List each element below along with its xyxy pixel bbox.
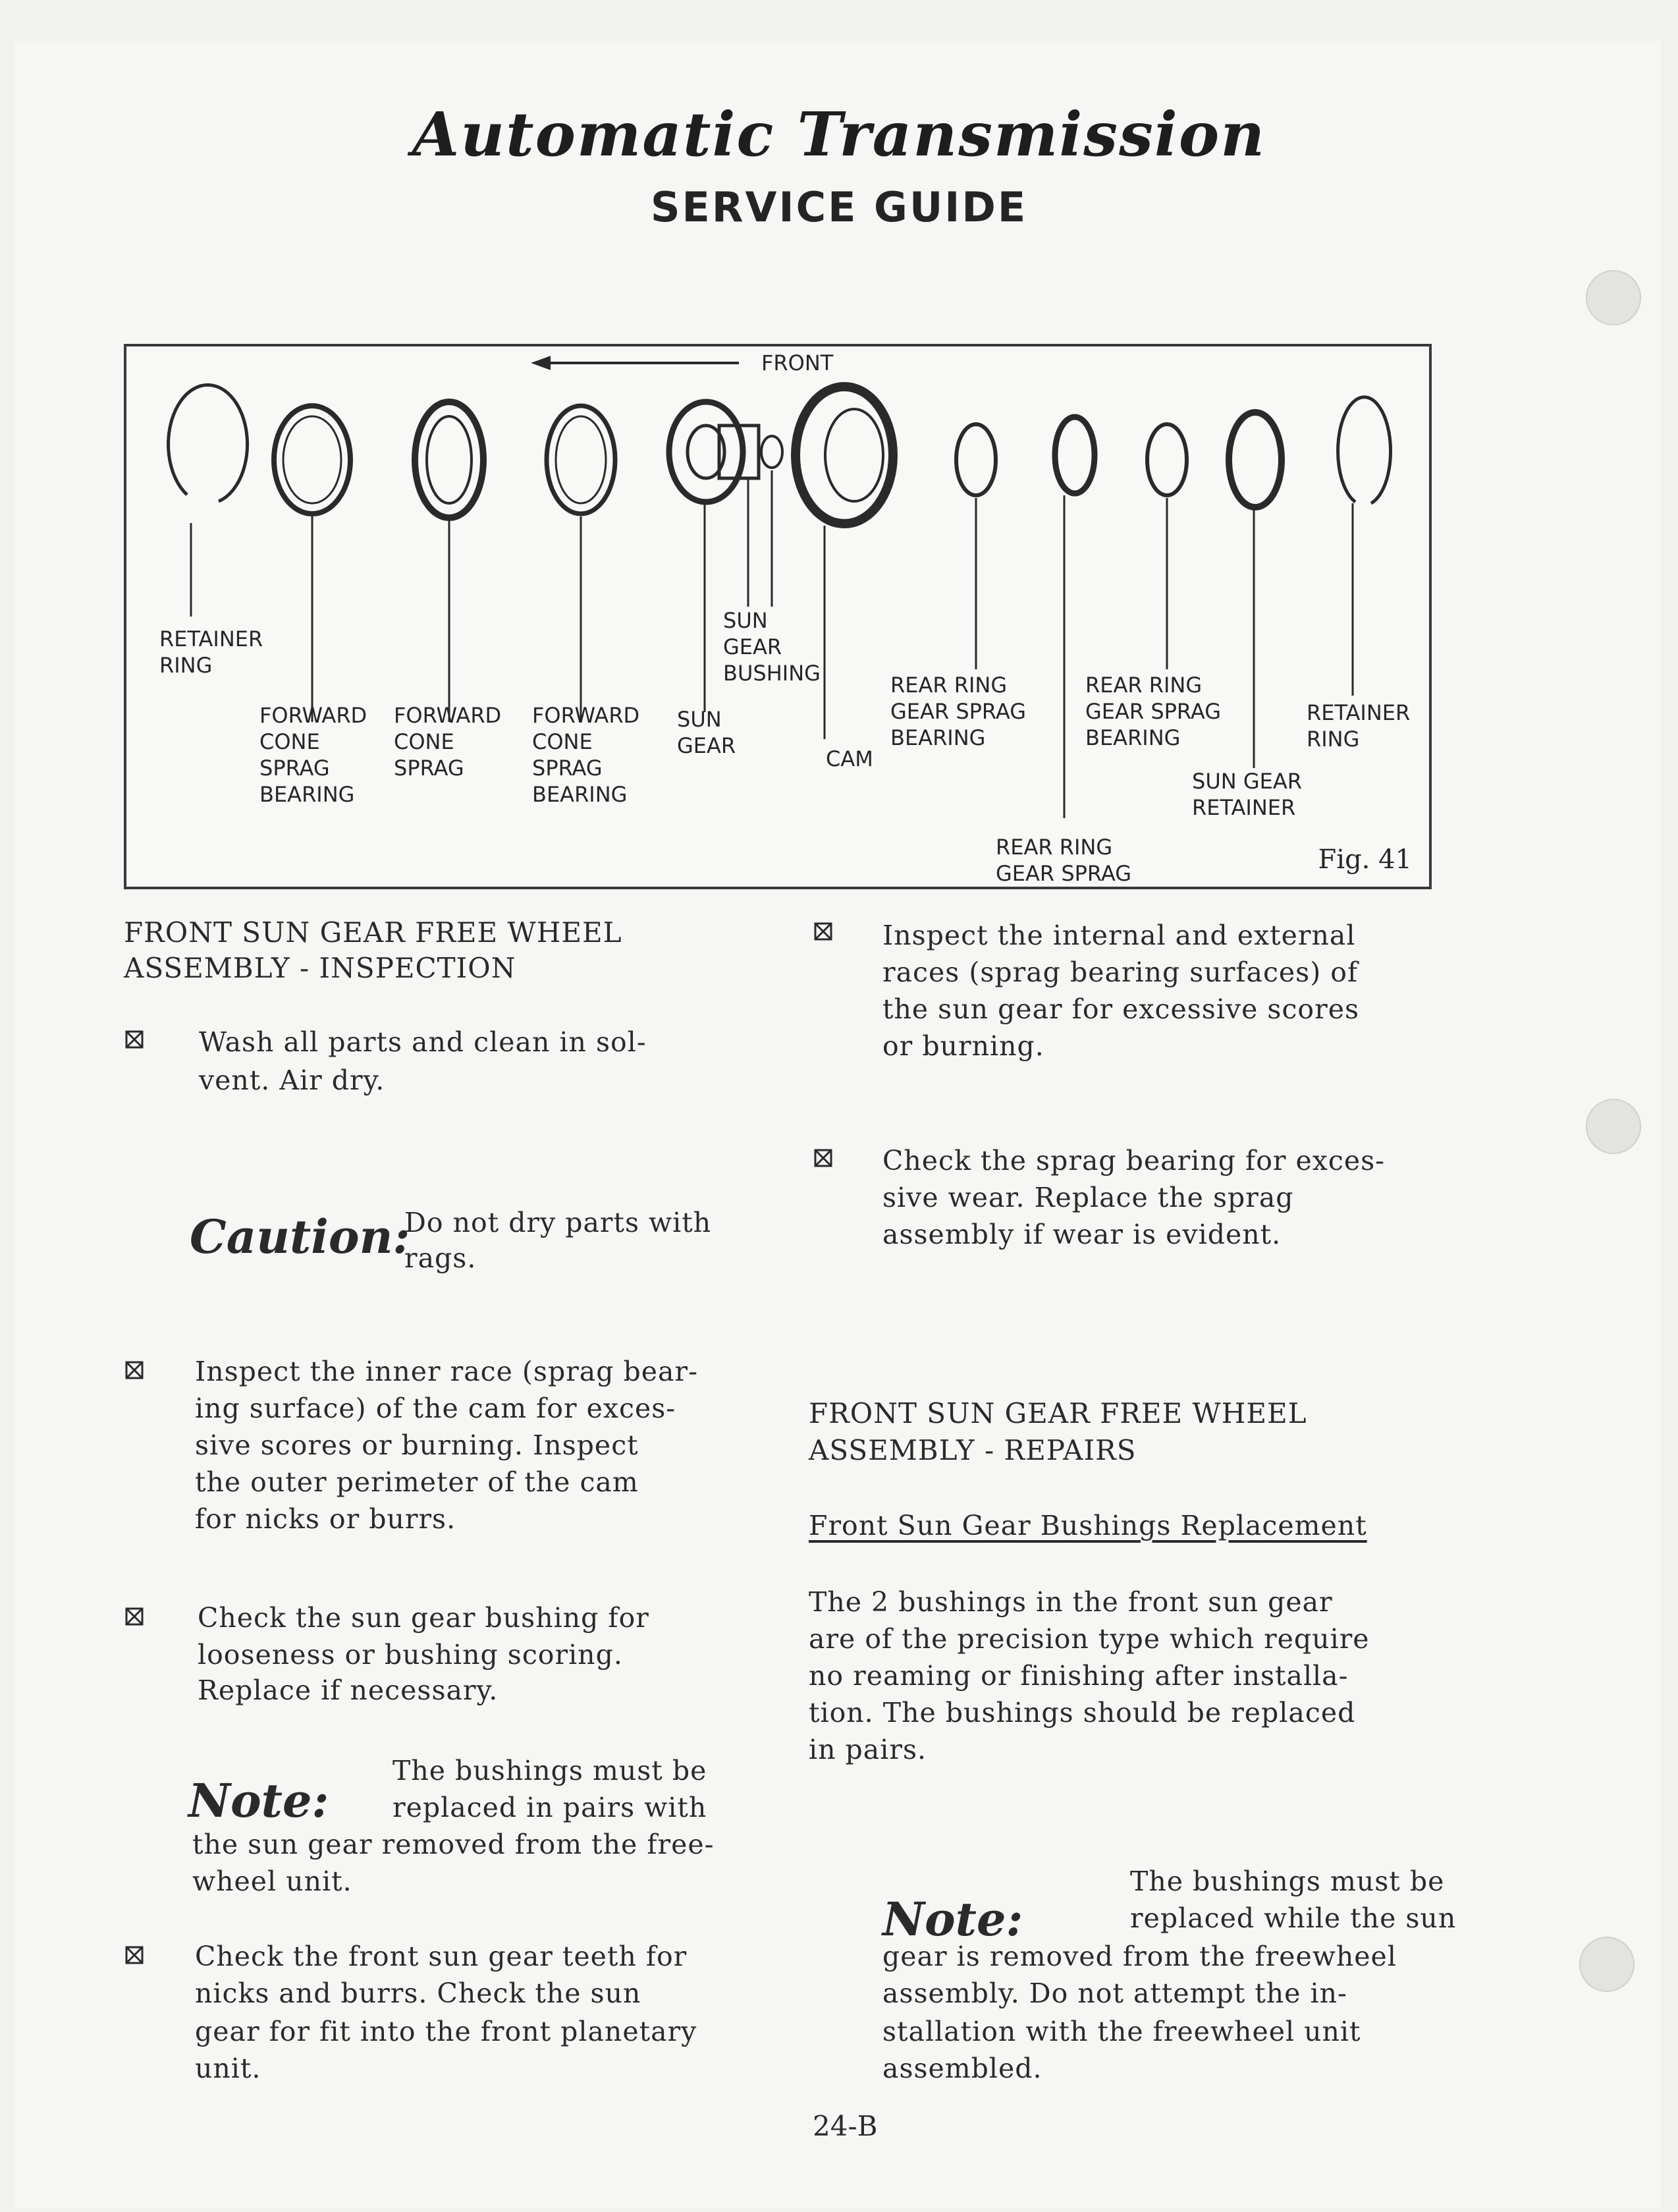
left-item2-line5: for nicks or burrs. [195, 1503, 456, 1535]
front-direction-label: FRONT [761, 350, 834, 375]
left-note-line3: the sun gear removed from the free- [192, 1829, 715, 1860]
binder-hole-middle [1586, 1099, 1641, 1154]
caution-line2: rags. [404, 1242, 477, 1274]
forward-bearing-1-inner [283, 416, 341, 503]
right-item2-line2: sive wear. Replace the sprag [882, 1182, 1294, 1213]
label-rear-ring-gear-sprag-bearing-1: REAR RING GEAR SPRAG BEARING [890, 673, 1026, 750]
checkbox-bullet-icon [125, 1361, 144, 1379]
figure-number: Fig. 41 [1318, 844, 1412, 875]
label-rear-ring-gear-sprag-bearing-2: REAR RING GEAR SPRAG BEARING [1085, 673, 1221, 750]
right-item1-line3: the sun gear for excessive scores [882, 993, 1359, 1025]
right-heading-line2: ASSEMBLY - REPAIRS [809, 1434, 1137, 1466]
rear-sprag-shape [1055, 417, 1095, 493]
right-note-line5: stallation with the freewheel unit [882, 2016, 1361, 2047]
note-label-right: Note: [882, 1892, 1023, 1947]
right-para-line1: The 2 bushings in the front sun gear [809, 1586, 1333, 1618]
checkbox-bullet-icon [814, 1149, 832, 1167]
right-para-line4: tion. The bushings should be replaced [809, 1697, 1356, 1728]
rear-bearing-2-shape [1147, 424, 1187, 495]
left-item2-line3: sive scores or burning. Inspect [195, 1429, 639, 1461]
caution-label: Caution: [190, 1209, 410, 1264]
right-item2-line3: assembly if wear is evident. [882, 1219, 1282, 1250]
checkbox-bullet-icon [125, 1946, 144, 1964]
right-item1-line1: Inspect the internal and external [882, 920, 1356, 951]
left-item4-line1: Check the front sun gear teeth for [195, 1941, 688, 1972]
left-heading-line2: ASSEMBLY - INSPECTION [124, 952, 516, 984]
forward-bearing-2-shape [547, 406, 615, 514]
page-title: SERVICE GUIDE [650, 183, 1028, 231]
right-subheading: Front Sun Gear Bushings Replacement [809, 1510, 1367, 1541]
label-forward-cone-sprag: FORWARD CONE SPRAG [394, 703, 502, 781]
left-note-line4: wheel unit. [192, 1866, 352, 1897]
left-item3-line3: Replace if necessary. [198, 1674, 499, 1706]
retainer-ring-right-shape [1338, 397, 1391, 503]
left-item1-line1: Wash all parts and clean in sol- [199, 1026, 647, 1058]
left-note-line1: The bushings must be [392, 1755, 707, 1786]
left-item2-line1: Inspect the inner race (sprag bear- [195, 1356, 698, 1387]
page-number: 24-B [813, 2110, 878, 2142]
forward-bearing-1-shape [274, 406, 350, 514]
label-cam: CAM [826, 746, 873, 771]
binder-hole-bottom [1579, 1937, 1635, 1992]
front-arrow-head [535, 358, 549, 368]
exploded-parts-figure [124, 344, 1432, 889]
right-para-line3: no reaming or finishing after installa- [809, 1660, 1349, 1692]
note-label-left: Note: [188, 1773, 329, 1828]
left-item3-line2: looseness or bushing scoring. [198, 1639, 623, 1671]
forward-bearing-2-inner [556, 416, 606, 503]
right-para-line2: are of the precision type which require [809, 1623, 1370, 1655]
cam-shape [796, 387, 893, 524]
label-sun-gear-retainer: SUN GEAR RETAINER [1192, 769, 1302, 820]
caution-line1: Do not dry parts with [404, 1207, 712, 1238]
left-note-line2: replaced in pairs with [392, 1792, 707, 1823]
script-title: Automatic Transmission [412, 99, 1266, 170]
right-note-line2: replaced while the sun [1130, 1902, 1457, 1934]
label-forward-cone-sprag-bearing-1: FORWARD CONE SPRAG BEARING [259, 703, 367, 807]
right-item2-line1: Check the sprag bearing for exces- [882, 1145, 1386, 1176]
left-item4-line2: nicks and burrs. Check the sun [195, 1977, 641, 2009]
right-note-line4: assembly. Do not attempt the in- [882, 1977, 1347, 2009]
rear-bearing-1-shape [956, 424, 996, 495]
sun-gear-retainer-shape [1229, 412, 1282, 507]
label-sun-gear-bushing: SUN GEAR BUSHING [723, 608, 821, 686]
left-item4-line4: unit. [195, 2053, 261, 2084]
right-para-line5: in pairs. [809, 1734, 927, 1765]
left-item4-line3: gear for fit into the front planetary [195, 2016, 697, 2047]
label-rear-ring-gear-sprag: REAR RING GEAR SPRAG [996, 835, 1131, 886]
checkbox-bullet-icon [814, 922, 832, 941]
label-retainer-ring-right: RETAINER RING [1307, 700, 1411, 752]
left-heading-line1: FRONT SUN GEAR FREE WHEEL [124, 916, 622, 949]
forward-sprag-shape [415, 402, 483, 518]
right-note-line6: assembled. [882, 2053, 1042, 2084]
right-note-line3: gear is removed from the freewheel [882, 1941, 1397, 1972]
binder-hole-top [1586, 270, 1641, 325]
right-item1-line2: races (sprag bearing surfaces) of [882, 956, 1359, 988]
right-item1-line4: or burning. [882, 1030, 1044, 1062]
left-item3-line1: Check the sun gear bushing for [198, 1602, 649, 1634]
forward-sprag-inner [427, 416, 472, 503]
checkbox-bullet-icon [125, 1607, 144, 1626]
checkbox-bullet-icon [125, 1030, 144, 1049]
left-item1-line2: vent. Air dry. [199, 1065, 385, 1096]
label-forward-cone-sprag-bearing-2: FORWARD CONE SPRAG BEARING [532, 703, 640, 807]
label-retainer-ring-left: RETAINER RING [159, 626, 263, 678]
cam-bore [825, 409, 883, 501]
left-item2-line2: ing surface) of the cam for exces- [195, 1393, 676, 1424]
sun-gear-bushing-shape [761, 436, 782, 468]
label-sun-gear: SUN GEAR [677, 707, 736, 758]
retainer-ring-left-shape [169, 385, 248, 501]
right-heading-line1: FRONT SUN GEAR FREE WHEEL [809, 1397, 1307, 1429]
right-note-line1: The bushings must be [1130, 1866, 1445, 1897]
sun-gear-shape [669, 402, 743, 502]
left-item2-line4: the outer perimeter of the cam [195, 1466, 639, 1498]
